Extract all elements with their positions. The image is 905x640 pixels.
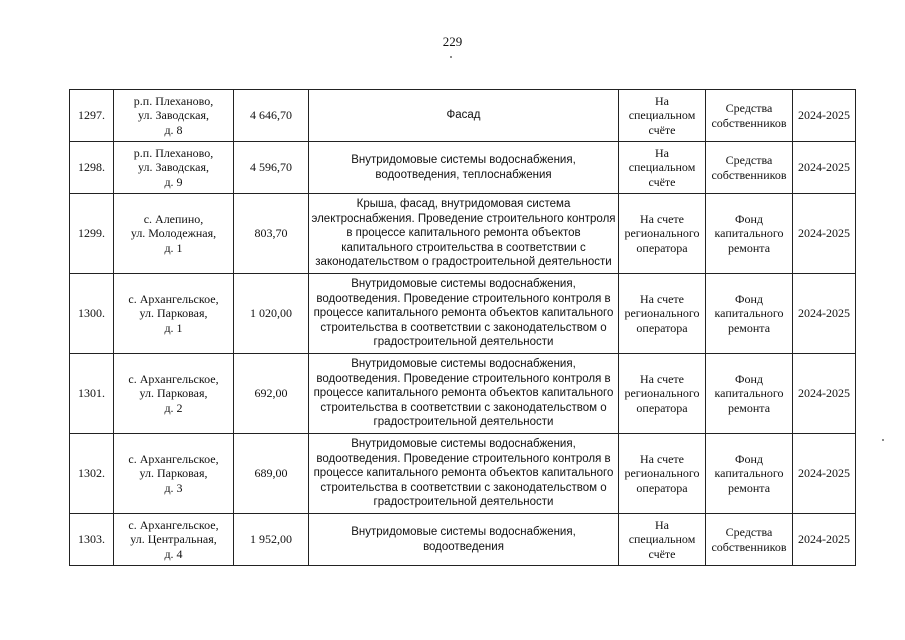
account-type-cell-line: оператора bbox=[636, 240, 688, 255]
address-cell-line: ул. Парковая, bbox=[139, 466, 208, 481]
work-type-cell-line: градостроительной деятельности bbox=[373, 336, 554, 349]
funding-source-cell-line: ремонта bbox=[727, 240, 771, 255]
address-cell-line: р.п. Плеханово, bbox=[133, 93, 214, 108]
account-type-cell-line: На счете bbox=[639, 211, 684, 226]
period-cell: 2024-2025 bbox=[793, 514, 856, 566]
capital-repair-table bbox=[69, 89, 856, 566]
funding-source-cell bbox=[706, 354, 793, 434]
address-cell-line: д. 2 bbox=[164, 400, 183, 415]
account-type-cell bbox=[619, 142, 706, 194]
work-type-cell-line: градостроительной деятельности bbox=[373, 496, 554, 509]
account-type-cell-line: регионального bbox=[624, 226, 700, 241]
period-cell: 2024-2025 bbox=[793, 90, 856, 142]
funding-source-cell-line: ремонта bbox=[727, 480, 771, 495]
account-type-cell bbox=[619, 274, 706, 354]
work-type-cell-line: Крыша, фасад, внутридомовая система bbox=[356, 198, 571, 211]
account-type-cell-line: На bbox=[655, 93, 669, 108]
work-type-cell-line: Внутридомовые системы водоснабжения, bbox=[351, 154, 576, 166]
table-row bbox=[70, 90, 856, 142]
work-type-cell-line: электроснабжения. Проведение строительного контроля bbox=[311, 212, 616, 225]
table-row bbox=[70, 434, 856, 514]
row-number-cell: 1300. bbox=[70, 274, 114, 354]
funding-source-cell-line: капитального bbox=[714, 466, 784, 481]
area-cell: 4 646,70 bbox=[234, 90, 309, 142]
funding-source-cell-line: Средства bbox=[725, 525, 773, 539]
work-type-cell-line: Внутридомовые системы водоснабжения, bbox=[351, 438, 576, 451]
area-cell: 1 020,00 bbox=[234, 274, 309, 354]
area-cell: 1 952,00 bbox=[234, 514, 309, 566]
address-cell-line: с. Архангельское, bbox=[128, 451, 219, 466]
funding-source-cell-line: капитального bbox=[714, 386, 784, 401]
funding-source-cell-line: Средства bbox=[725, 153, 773, 167]
account-type-cell-line: оператора bbox=[636, 320, 688, 335]
table-row bbox=[70, 354, 856, 434]
address-cell-line: ул. Молодежная, bbox=[130, 226, 217, 241]
work-type-cell-line: в процессе капитального ремонта объектов bbox=[346, 227, 581, 240]
work-type-cell-line: законодательством о градостроительной деятельности bbox=[315, 256, 612, 269]
funding-source-cell-line: собственников bbox=[711, 167, 787, 182]
work-type-cell-line: строительства в соответствии с законодательством о bbox=[320, 321, 607, 334]
address-cell-line: с. Архангельское, bbox=[128, 371, 219, 386]
table-row bbox=[70, 514, 856, 566]
address-cell-line: ул. Парковая, bbox=[139, 386, 208, 401]
work-type-cell bbox=[309, 142, 619, 194]
account-type-cell bbox=[619, 194, 706, 274]
address-cell-line: д. 1 bbox=[164, 320, 183, 335]
address-cell-line: ул. Заводская, bbox=[138, 108, 209, 123]
funding-source-cell-line: Средства bbox=[725, 101, 773, 115]
period-cell: 2024-2025 bbox=[793, 142, 856, 194]
address-cell-line: ул. Центральная, bbox=[130, 532, 217, 547]
address-cell-line: д. 8 bbox=[164, 122, 183, 137]
address-cell bbox=[114, 194, 234, 274]
address-cell-line: ул. Заводская, bbox=[138, 160, 209, 175]
address-cell-line: с. Архангельское, bbox=[128, 517, 219, 532]
work-type-cell-line: капитального строительства в соответствии с bbox=[341, 241, 586, 254]
table-row bbox=[70, 142, 856, 194]
account-type-cell-line: счёте bbox=[648, 122, 676, 137]
row-number-cell: 1297. bbox=[70, 90, 114, 142]
address-cell-line: д. 9 bbox=[164, 174, 183, 189]
work-type-cell-line: водоотведения. Проведение строительного контроля в bbox=[316, 292, 611, 305]
area-cell: 692,00 bbox=[234, 354, 309, 434]
account-type-cell-line: На счете bbox=[639, 291, 684, 306]
table-row bbox=[70, 194, 856, 274]
address-cell bbox=[114, 142, 234, 194]
funding-source-cell-line: Фонд bbox=[734, 291, 763, 306]
account-type-cell-line: На счете bbox=[639, 371, 684, 386]
address-cell bbox=[114, 274, 234, 354]
funding-source-cell-line: капитального bbox=[714, 226, 784, 241]
account-type-cell-line: На bbox=[655, 145, 669, 160]
address-cell-line: д. 3 bbox=[164, 480, 183, 495]
funding-source-cell bbox=[706, 514, 793, 566]
account-type-cell-line: специальном bbox=[628, 160, 696, 175]
account-type-cell bbox=[619, 434, 706, 514]
work-type-cell-line: процессе капитального ремонта объектов капитального bbox=[313, 307, 614, 320]
account-type-cell-line: счёте bbox=[648, 174, 676, 189]
work-type-cell bbox=[309, 274, 619, 354]
area-cell: 4 596,70 bbox=[234, 142, 309, 194]
work-type-cell-line: процессе капитального ремонта объектов капитального bbox=[313, 467, 614, 480]
account-type-cell-line: счёте bbox=[648, 546, 676, 561]
account-type-cell-line: На счете bbox=[639, 451, 684, 466]
account-type-cell-line: регионального bbox=[624, 466, 700, 481]
row-number-cell: 1299. bbox=[70, 194, 114, 274]
address-cell-line: д. 4 bbox=[164, 546, 183, 561]
work-type-cell-line: водоотведения bbox=[423, 540, 504, 553]
period-cell: 2024-2025 bbox=[793, 194, 856, 274]
work-type-cell-line: градостроительной деятельности bbox=[373, 416, 554, 429]
work-type-cell-line: Внутридомовые системы водоснабжения, bbox=[351, 358, 576, 371]
address-cell-line: ул. Парковая, bbox=[139, 306, 208, 321]
work-type-cell-line: водоотведения, теплоснабжения bbox=[375, 168, 552, 181]
funding-source-cell-line: Фонд bbox=[734, 451, 763, 466]
funding-source-cell bbox=[706, 142, 793, 194]
work-type-cell-line: Фасад bbox=[446, 109, 481, 122]
funding-source-cell-line: собственников bbox=[711, 539, 787, 554]
address-cell-line: с. Архангельское, bbox=[128, 291, 219, 306]
work-type-cell bbox=[309, 194, 619, 274]
account-type-cell-line: На bbox=[655, 517, 669, 532]
account-type-cell-line: оператора bbox=[636, 480, 688, 495]
address-cell-line: д. 1 bbox=[164, 240, 183, 255]
funding-source-cell bbox=[706, 90, 793, 142]
account-type-cell bbox=[619, 354, 706, 434]
funding-source-cell bbox=[706, 434, 793, 514]
account-type-cell-line: регионального bbox=[624, 306, 700, 321]
row-number-cell: 1303. bbox=[70, 514, 114, 566]
area-cell: 803,70 bbox=[234, 194, 309, 274]
account-type-cell-line: регионального bbox=[624, 386, 700, 401]
funding-source-cell bbox=[706, 194, 793, 274]
work-type-cell-line: Внутридомовые системы водоснабжения, bbox=[351, 278, 576, 291]
funding-source-cell-line: ремонта bbox=[727, 320, 771, 335]
address-cell bbox=[114, 354, 234, 434]
funding-source-cell-line: ремонта bbox=[727, 400, 771, 415]
period-cell: 2024-2025 bbox=[793, 434, 856, 514]
work-type-cell bbox=[309, 90, 619, 142]
address-cell-line: с. Алепино, bbox=[143, 211, 204, 226]
funding-source-cell-line: капитального bbox=[714, 306, 784, 321]
row-number-cell: 1301. bbox=[70, 354, 114, 434]
work-type-cell-line: водоотведения. Проведение строительного контроля в bbox=[316, 452, 611, 465]
work-type-cell-line: Внутридомовые системы водоснабжения, bbox=[351, 526, 576, 538]
funding-source-cell bbox=[706, 274, 793, 354]
funding-source-cell-line: Фонд bbox=[734, 211, 763, 226]
area-cell: 689,00 bbox=[234, 434, 309, 514]
account-type-cell bbox=[619, 90, 706, 142]
row-number-cell: 1302. bbox=[70, 434, 114, 514]
address-cell bbox=[114, 90, 234, 142]
funding-source-cell-line: собственников bbox=[711, 115, 787, 130]
work-type-cell bbox=[309, 514, 619, 566]
account-type-cell-line: оператора bbox=[636, 400, 688, 415]
work-type-cell-line: водоотведения. Проведение строительного контроля в bbox=[316, 372, 611, 385]
funding-source-cell-line: Фонд bbox=[734, 371, 763, 386]
address-cell bbox=[114, 514, 234, 566]
work-type-cell-line: строительства в соответствии с законодательством о bbox=[320, 401, 607, 414]
page-number: 229 bbox=[442, 34, 463, 49]
scan-speck bbox=[882, 439, 884, 441]
account-type-cell-line: специальном bbox=[628, 108, 696, 123]
period-cell: 2024-2025 bbox=[793, 274, 856, 354]
address-cell bbox=[114, 434, 234, 514]
account-type-cell-line: специальном bbox=[628, 532, 696, 547]
row-number-cell: 1298. bbox=[70, 142, 114, 194]
work-type-cell-line: строительства в соответствии с законодательством о bbox=[320, 481, 607, 494]
period-cell: 2024-2025 bbox=[793, 354, 856, 434]
work-type-cell bbox=[309, 354, 619, 434]
account-type-cell bbox=[619, 514, 706, 566]
scan-speck bbox=[450, 56, 452, 58]
address-cell-line: р.п. Плеханово, bbox=[133, 145, 214, 160]
table-row bbox=[70, 274, 856, 354]
work-type-cell-line: процессе капитального ремонта объектов капитального bbox=[313, 387, 614, 400]
work-type-cell bbox=[309, 434, 619, 514]
